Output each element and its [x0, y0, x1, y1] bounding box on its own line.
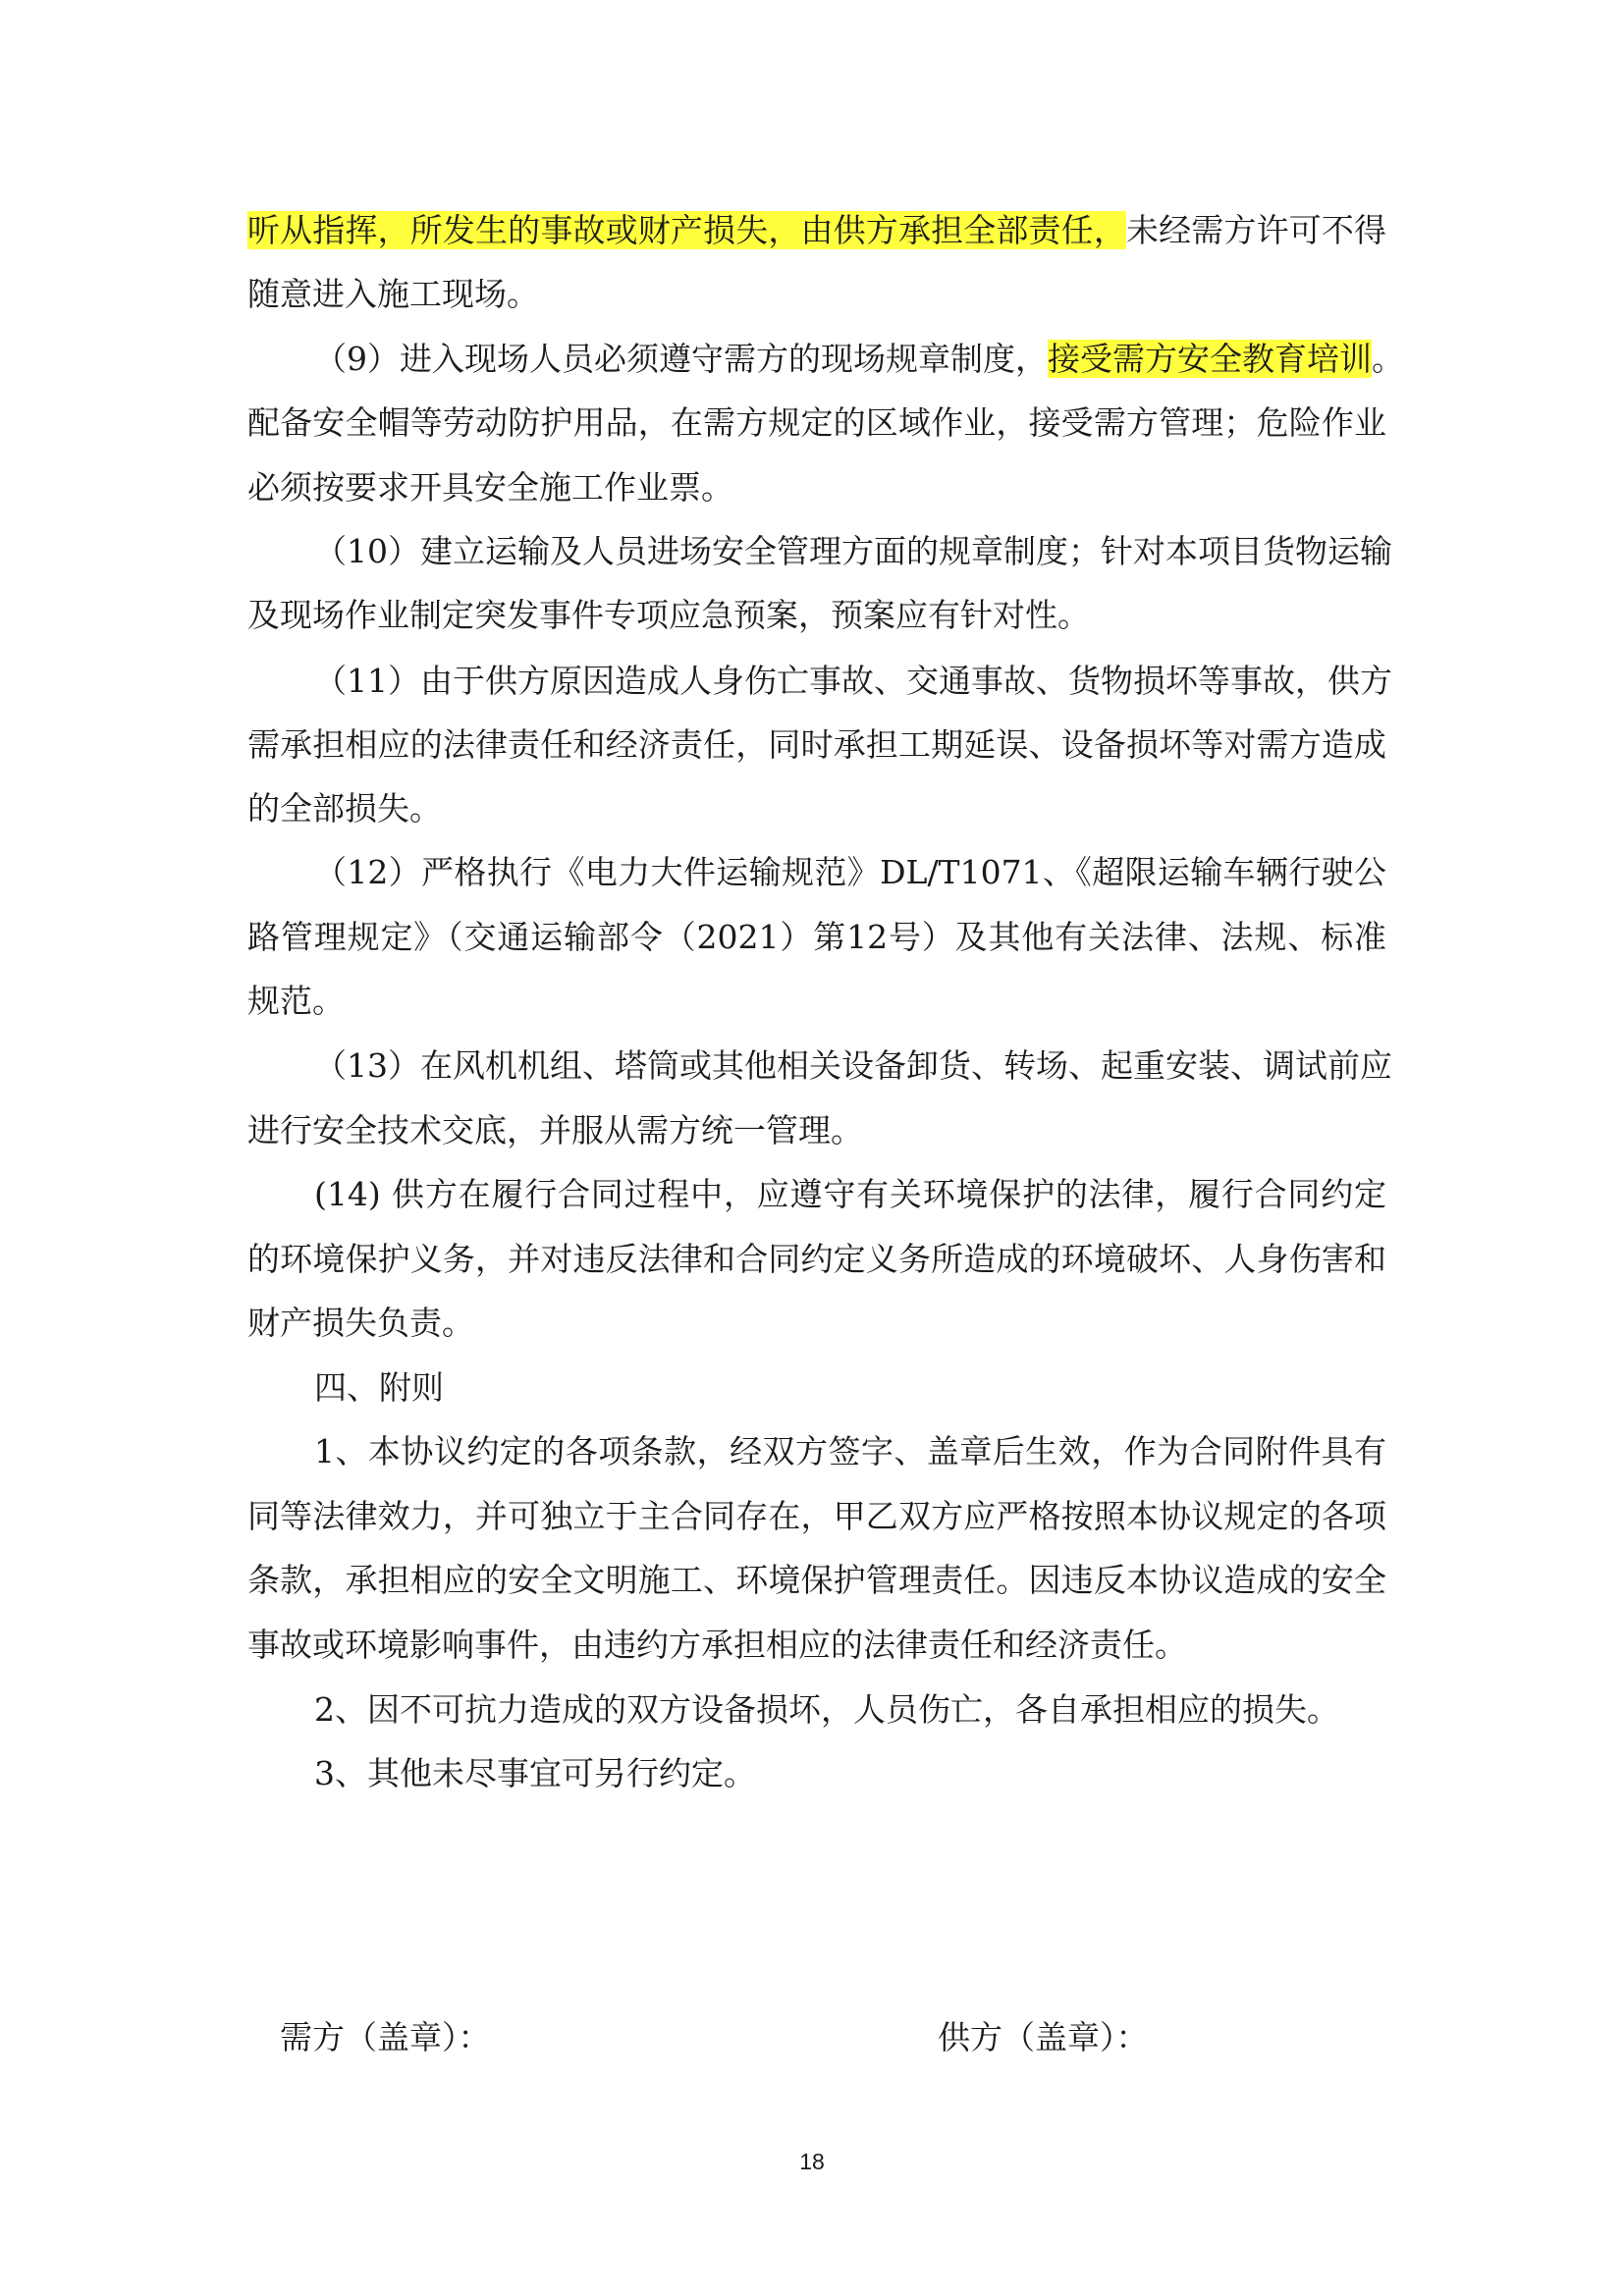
- p3-line-1: （10）建立运输及人员进场安全管理方面的规章制度；针对本项目货物运输: [314, 532, 1392, 570]
- highlight-text: 听从指挥，所发生的事故或财产损失，由供方承担全部责任，: [247, 211, 1126, 249]
- p6-line-2: 进行安全技术交底，并服从需方统一管理。: [247, 1111, 863, 1149]
- p2-line-3: 必须按要求开具安全施工作业票。: [247, 468, 733, 507]
- p7-line-1: (14) 供方在履行合同过程中，应遵守有关环境保护的法律，履行合同约定: [314, 1175, 1386, 1213]
- text-segment: 未经需方许可不得: [1125, 211, 1387, 249]
- p5-line-3: 规范。: [247, 982, 345, 1020]
- text-segment: 。: [1372, 340, 1404, 378]
- a1-line-2: 同等法律效力，并可独立于主合同存在，甲乙双方应严格按照本协议规定的各项: [247, 1497, 1386, 1535]
- p1-line-1: [247, 211, 1387, 249]
- p5-line-2: 路管理规定》（交通运输部令（2021）第12号）及其他有关法律、法规、标准: [247, 918, 1386, 956]
- a3-line: 3、其他未尽事宜可另行约定。: [314, 1754, 756, 1792]
- p2-line-1: [314, 340, 1404, 378]
- a1-line-3: 条款，承担相应的安全文明施工、环境保护管理责任。因违反本协议造成的安全: [247, 1561, 1386, 1599]
- p2-line-2: 配备安全帽等劳动防护用品，在需方规定的区域作业，接受需方管理；危险作业: [247, 403, 1386, 442]
- buyer-signature-label: 需方（盖章）：: [280, 2018, 491, 2056]
- supplier-signature-label: 供方（盖章）：: [938, 2018, 1149, 2056]
- p4-line-1: （11）由于供方原因造成人身伤亡事故、交通事故、货物损坏等事故，供方: [314, 662, 1392, 700]
- p4-line-3: 的全部损失。: [247, 789, 442, 828]
- p7-line-2: 的环境保护义务，并对违反法律和合同约定义务所造成的环境破坏、人身伤害和: [247, 1240, 1386, 1278]
- text-segment: （9）进入现场人员必须遵守需方的现场规章制度，: [314, 340, 1048, 378]
- highlight-text: 接受需方安全教育培训: [1048, 340, 1372, 378]
- a2-line: 2、因不可抗力造成的双方设备损坏，人员伤亡，各自承担相应的损失。: [314, 1690, 1339, 1729]
- p7-line-3: 财产损失负责。: [247, 1304, 474, 1342]
- a1-line-4: 事故或环境影响事件，由违约方承担相应的法律责任和经济责任。: [247, 1626, 1187, 1664]
- p5-line-1: （12）严格执行《电力大件运输规范》DL/T1071、《超限运输车辆行驶公: [314, 853, 1386, 891]
- p6-line-1: （13）在风机机组、塔筒或其他相关设备卸货、转场、起重安装、调试前应: [314, 1046, 1392, 1085]
- page-number: 18: [799, 2149, 825, 2174]
- p4-line-2: 需承担相应的法律责任和经济责任，同时承担工期延误、设备损坏等对需方造成: [247, 725, 1386, 764]
- a1-line-1: 1、本协议约定的各项条款，经双方签字、盖章后生效，作为合同附件具有: [314, 1432, 1386, 1470]
- section-heading: 四、附则: [314, 1368, 444, 1407]
- p1-line-2: 随意进入施工现场。: [247, 275, 539, 313]
- p3-line-2: 及现场作业制定突发事件专项应急预案，预案应有针对性。: [247, 596, 1090, 634]
